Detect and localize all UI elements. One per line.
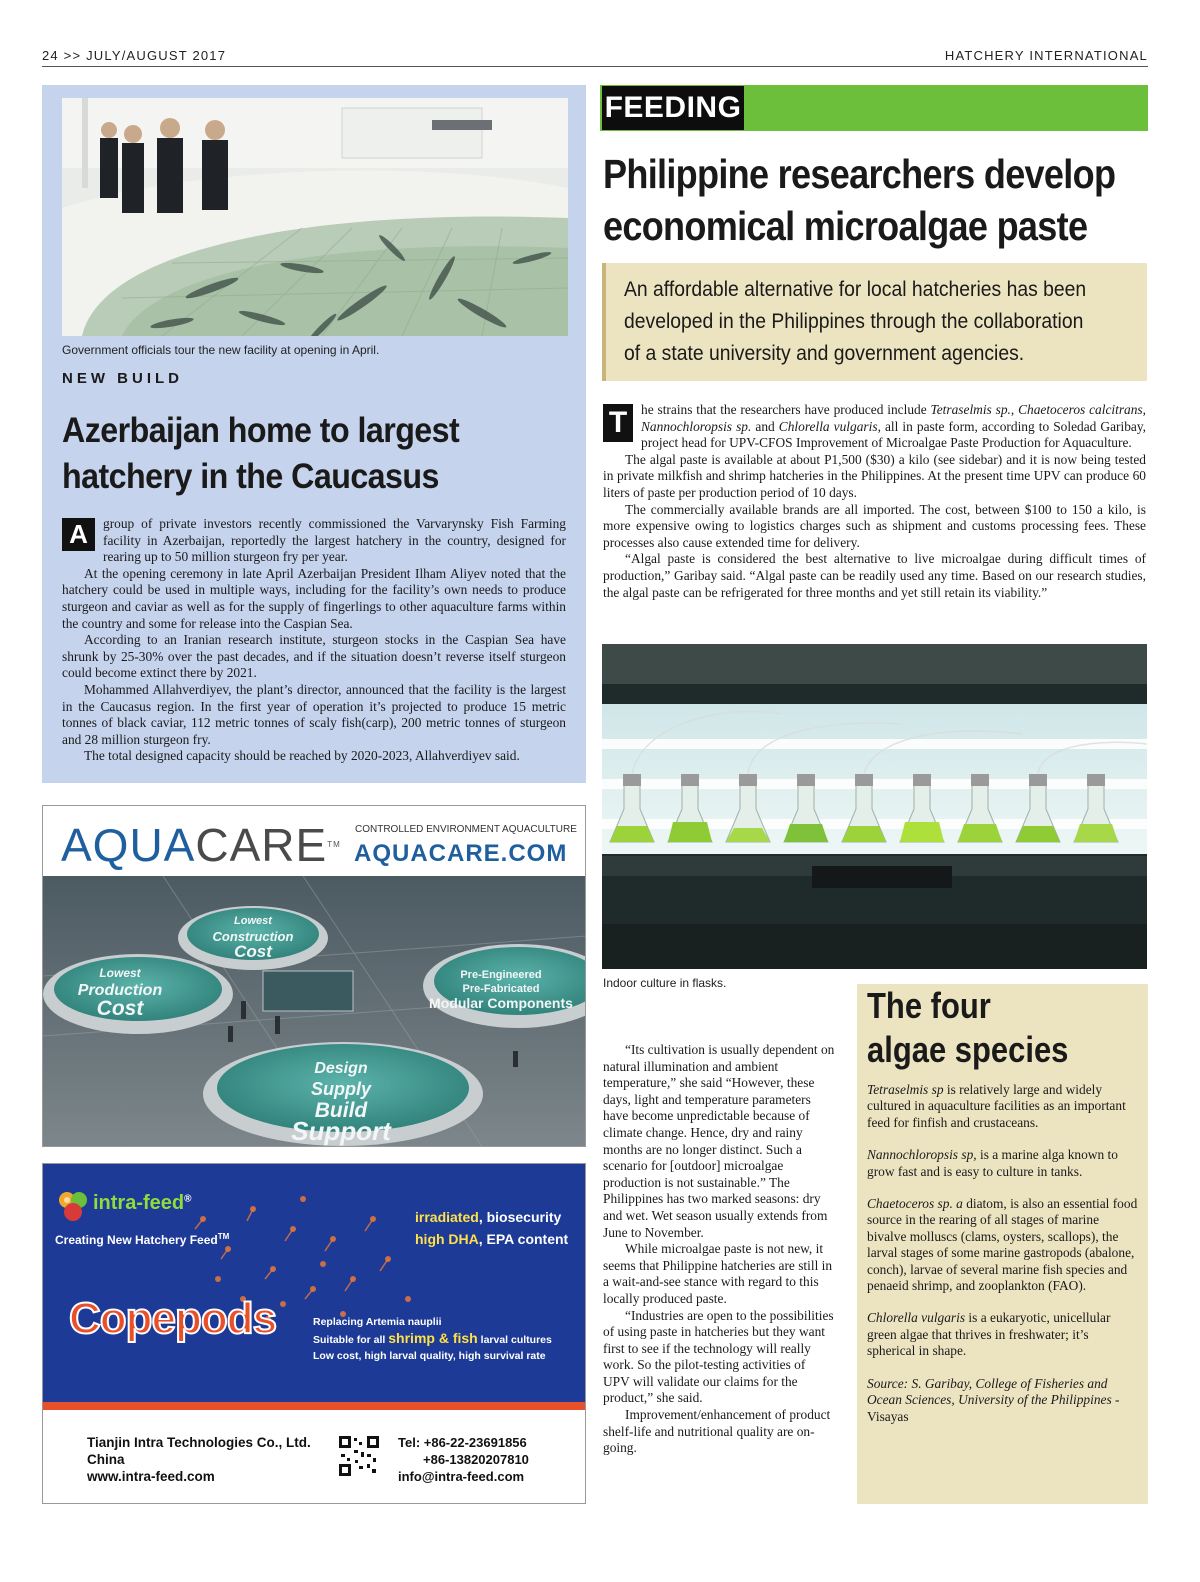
tank-label-modular: Pre-Engineered Pre-Fabricated Modular Components bbox=[429, 969, 573, 1011]
algae-species-sidebar bbox=[857, 984, 1148, 1504]
feature-line: high DHA, EPA content bbox=[415, 1231, 569, 1247]
tank-label-construction: Lowest Construction Cost bbox=[212, 915, 294, 961]
drop-cap: A bbox=[62, 518, 95, 551]
intrafeed-logo-icon bbox=[55, 1186, 91, 1226]
sidebar-source: Source: S. Garibay, College of Fisheries and Ocean Sciences, University of the Philippines - Visayas bbox=[867, 1375, 1120, 1424]
hatchery-tour-photo bbox=[62, 98, 568, 336]
sidebar-title: The four algae species bbox=[867, 985, 1069, 1070]
drop-cap: T bbox=[603, 404, 633, 442]
right-story-body-bottom bbox=[603, 1042, 835, 1457]
left-headline bbox=[62, 408, 577, 500]
paragraph: A group of private investors recently commissioned the Varvarynsky Fish Farming facility in Azerbaijan, reportedly the largest hatchery in the country, designed for rearing up to 50 million sturgeon fry per year. bbox=[62, 516, 566, 566]
page-issue: 24 >> JULY/AUGUST 2017 bbox=[42, 48, 227, 63]
paragraph: “Its cultivation is usually dependent on natural illumination and ambient temperature,” she said “However, these days, light and temperature parameters have become unpredictable because of climate change. Hence, dry and rainy months are no longer distinct. Such a scenario for [outdoor] microalgae production is not sustainable.” The Philippines has two marked seasons: dry and wet. Wet season usually extends from June to November. bbox=[603, 1042, 835, 1240]
intrafeed-phone[interactable]: Tel: +86-22-23691856 bbox=[398, 1435, 527, 1450]
photo-caption: Government officials tour the new facility at opening in April. bbox=[62, 343, 380, 357]
intrafeed-email[interactable]: info@intra-feed.com bbox=[398, 1469, 525, 1484]
intrafeed-company: Tianjin Intra Technologies Co., Ltd. China www.intra-feed.com bbox=[87, 1435, 311, 1484]
aquacare-advertisement[interactable] bbox=[42, 805, 586, 1147]
left-headline-line: Azerbaijan home to largest bbox=[62, 411, 460, 450]
right-headline-line: Philippine researchers develop bbox=[603, 151, 1116, 197]
right-headline-line: economical microalgae paste bbox=[603, 203, 1088, 249]
aquacare-logo: AQUACARE™ bbox=[61, 819, 341, 871]
right-story-body-top bbox=[603, 402, 1146, 601]
paragraph: “Industries are open to the possibilities of using paste in hatcheries but they want first to see if the technology will really work. So the pilot-testing activities of UPV will validate our claims for the product,” she said. bbox=[603, 1307, 834, 1406]
species-entry: Chlorella vulgaris is a eukaryotic, unicellular green algae that thrives in freshwater; it’s spherical in shape. bbox=[867, 1310, 1111, 1359]
paragraph: The commercially available brands are all imported. The cost, between $100 to 150 a kilo, is more expensive owing to logistics charges such as shipment and customs processing fees. These processes also cause extended time for delivery. bbox=[603, 501, 1146, 550]
left-story-body bbox=[62, 516, 566, 765]
paragraph: Mohammed Allahverdiyev, the plant’s director, announced that the facility is the largest in the Caucasus region. In the first year of operation it’s projected to produce 15 metric tonnes of black caviar, 112 metric tonnes of scaly fish(carp), 200 metric tonnes of sturgeon and 28 million sturgeon fry. bbox=[62, 681, 566, 747]
species-entry: Nannochloropsis sp, is a marine alga known to grow fast and is easy to culture in tanks. bbox=[867, 1147, 1118, 1179]
feature-line: irradiated, biosecurity bbox=[415, 1209, 562, 1225]
paragraph: T he strains that the researchers have produced include Tetraselmis sp., Chaetoceros calcitrans, Nannochloropsis sp. and Chlorella vulgaris, all in paste form, according to Soledad Garibay, project head for UPV-CFOS Improvement of Microalgae Paste Production for Aquaculture. bbox=[603, 402, 1146, 452]
paragraph: According to an Iranian research institute, sturgeon stocks in the Caspian Sea have shrunk by 25-30% over the past decades, and if the situation doesn’t reverse itself sturgeon could become extinct there by 2021. bbox=[62, 632, 566, 681]
copepods-description: Replacing Artemia nauplii Suitable for all shrimp & fish larval cultures Low cost, high larval quality, high survival rate bbox=[313, 1316, 552, 1362]
paragraph: “Algal paste is considered the best alternative to live microalgae during difficult times of production,” Garibay said. “Algal paste can be readily used any time. Based on our research studies, the algal paste can be refrigerated for three months and yet still retain its viability.” bbox=[603, 551, 1146, 600]
publication-name: HATCHERY INTERNATIONAL bbox=[944, 48, 1148, 63]
aquacare-url[interactable]: AQUACARE.COM bbox=[354, 840, 568, 867]
flask-culture-photo bbox=[602, 644, 1147, 969]
intrafeed-phone[interactable]: +86-13820207810 bbox=[423, 1452, 529, 1467]
paragraph: The total designed capacity should be reached by 2020-2023, Allahverdiyev said. bbox=[84, 748, 520, 764]
flask-culture-illustration bbox=[602, 644, 1147, 969]
intrafeed-website[interactable]: www.intra-feed.com bbox=[87, 1469, 215, 1484]
intrafeed-brand: intra-feed® bbox=[93, 1192, 192, 1214]
header-rule bbox=[42, 66, 1148, 67]
qr-code-icon[interactable] bbox=[339, 1436, 379, 1476]
tank-label-production: Lowest Production Cost bbox=[77, 966, 163, 1020]
species-entry: Tetraselmis sp is relatively large and widely cultured in aquaculture facilities as an important feed for finfish and crustaceans. bbox=[867, 1082, 1126, 1130]
photo-caption: Indoor culture in flasks. bbox=[603, 976, 727, 990]
section-label: FEEDING bbox=[602, 86, 744, 130]
paragraph: While microalgae paste is not new, it seems that Philippine hatcheries are still in a wait-and-see stance with regard to this locally produced paste. bbox=[603, 1241, 833, 1306]
tank-label-support: Design Supply Build Support bbox=[291, 1060, 391, 1146]
hatchery-tour-illustration bbox=[62, 98, 568, 336]
intrafeed-slogan: Creating New Hatchery Feed™ bbox=[55, 1232, 230, 1247]
paragraph: Improvement/enhancement of product shelf-life and nutritional quality are on-going. bbox=[603, 1407, 831, 1456]
species-entry: Chaetoceros sp. a diatom, is also an essential food source in the rearing of all stages of marine bivalve molluscs (clams, oysters, scallops), the larval stages of some marine gastropods (abalone, conch), larvae of several marine fish species and penaeid shrimp, and zooplankton (FAO). bbox=[867, 1196, 1138, 1294]
paragraph: At the opening ceremony in late April Azerbaijan President Ilham Aliyev noted that the hatchery could be used in multiple ways, including for the facility’s own needs to produce sturgeon and caviar as well as for the supply of fingerlings to other aquaculture farms within the country and some for release into the Caspian Sea. bbox=[62, 565, 566, 631]
section-kicker: NEW BUILD bbox=[62, 370, 183, 387]
paragraph: The algal paste is available at about P1,500 ($30) a kilo (see sidebar) and it is now being tested in private milkfish and shrimp hatcheries in the Philippines. At the present time UPV can produce 60 liters of paste per production period of 10 days. bbox=[603, 451, 1146, 500]
desc-line: Suitable for all shrimp & fish larval cultures bbox=[313, 1330, 552, 1346]
orange-divider bbox=[43, 1402, 586, 1410]
aquacare-tagline: CONTROLLED ENVIRONMENT AQUACULTURE bbox=[355, 824, 577, 835]
story-deck-box bbox=[602, 263, 1147, 381]
intrafeed-features bbox=[415, 1206, 568, 1250]
copepods-product-name: Copepods bbox=[69, 1294, 277, 1343]
story-deck: An affordable alternative for local hatcheries has been developed in the Philippines through the collaboration of a state university and government agencies. bbox=[624, 277, 1087, 365]
right-headline bbox=[603, 148, 1149, 252]
intrafeed-contact bbox=[398, 1434, 529, 1485]
left-headline-line: hatchery in the Caucasus bbox=[62, 457, 439, 496]
sidebar-text bbox=[867, 1082, 1139, 1441]
intrafeed-advertisement[interactable] bbox=[42, 1163, 586, 1504]
